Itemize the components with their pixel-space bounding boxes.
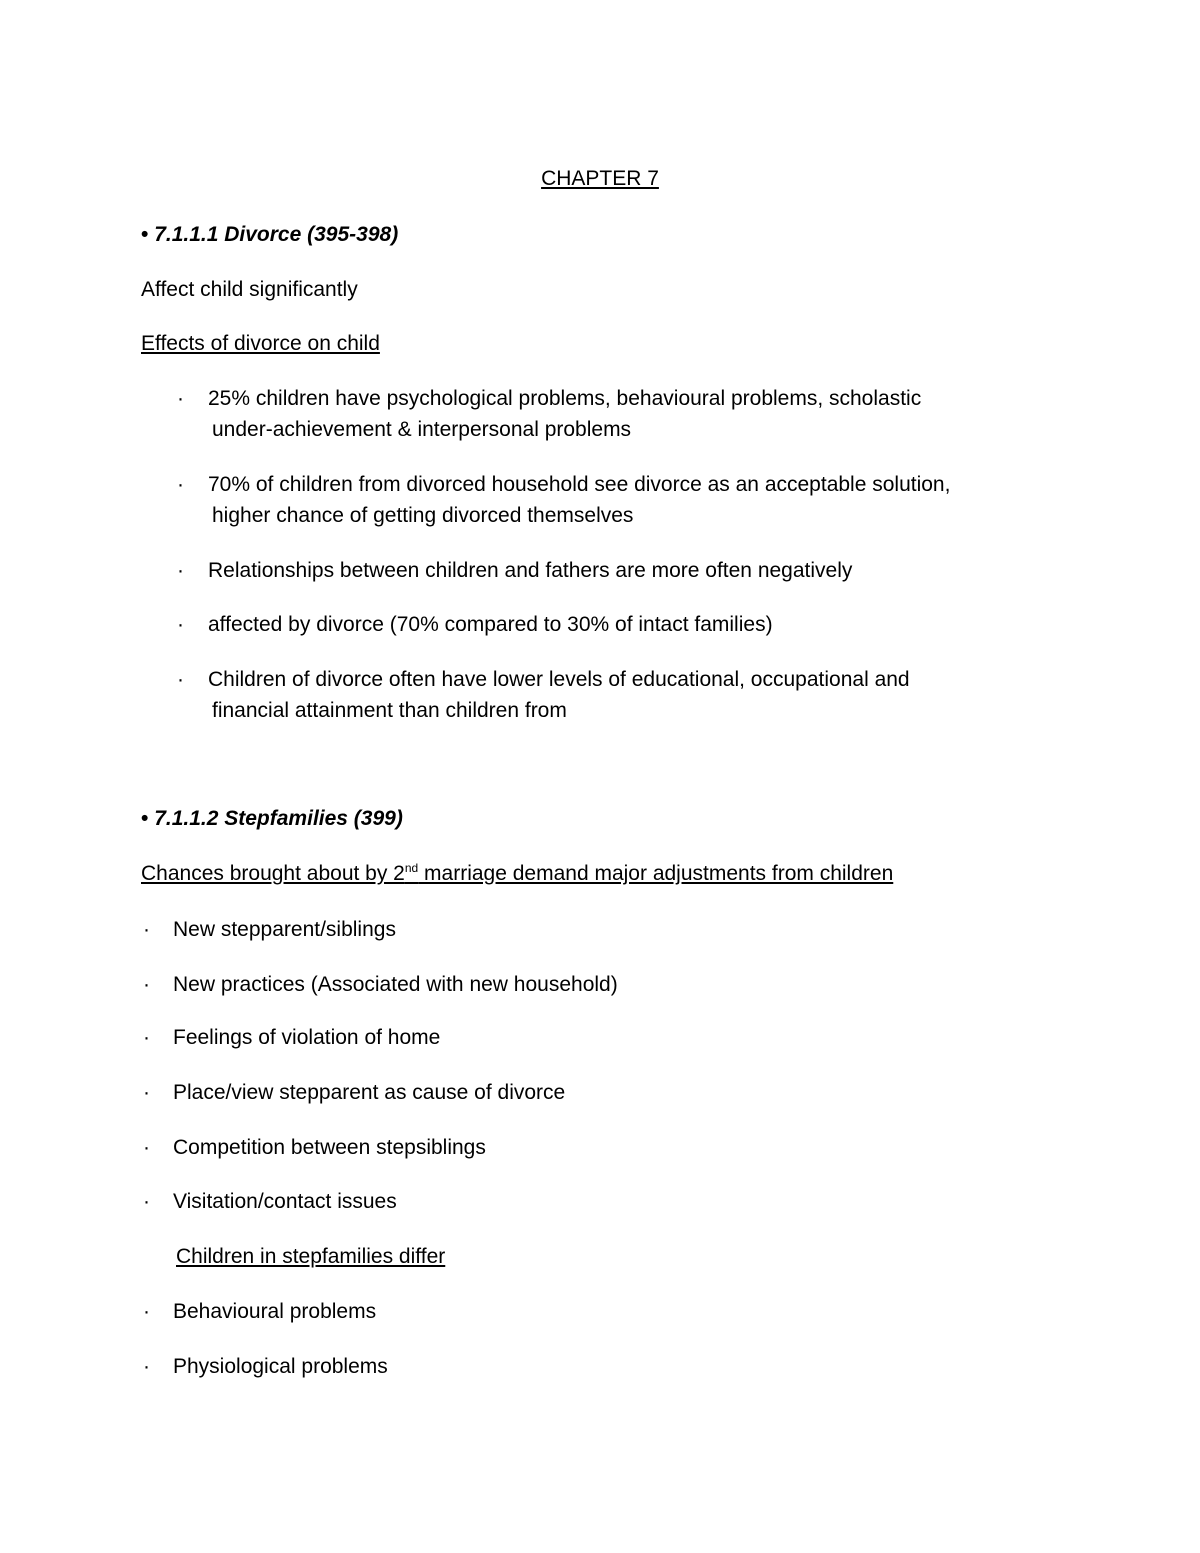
list-item: New practices (Associated with new household) [173,973,618,996]
divorce-subheading: Effects of divorce on child [141,332,380,355]
ordinal-superscript: nd [404,861,419,875]
list-bullet-icon: · [143,1355,150,1378]
list-bullet-icon: · [143,1300,150,1323]
list-item: Relationships between children and fathers are more often negatively [208,559,853,582]
list-bullet-icon: · [143,1190,150,1213]
list-item-continuation: financial attainment than children from [212,699,567,722]
list-bullet-icon: · [177,559,184,582]
list-item: Place/view stepparent as cause of divorce [173,1081,566,1104]
list-item: New stepparent/siblings [173,918,396,941]
stepfamilies-subheading [141,861,893,887]
list-bullet-icon: · [143,1081,150,1104]
list-bullet-icon: · [143,918,150,941]
list-item: 25% children have psychological problems, behavioural problems, scholastic [208,387,922,410]
section-heading-divorce [141,222,398,248]
list-item: Visitation/contact issues [173,1190,397,1213]
list-item: Physiological problems [173,1355,388,1378]
section-heading-stepfamilies-text: 7.1.1.2 Stepfamilies (399) [154,807,403,830]
list-item: Competition between stepsiblings [173,1136,486,1159]
section-heading-divorce-text: 7.1.1.1 Divorce (395-398) [154,223,399,246]
list-bullet-icon: · [143,1026,150,1049]
divorce-intro: Affect child significantly [141,278,358,301]
subheading-post: marriage demand major adjustments from children [418,862,894,885]
list-bullet-icon: · [143,973,150,996]
list-item-continuation: under-achievement & interpersonal problems [212,418,632,441]
list-item-continuation: higher chance of getting divorced themselves [212,504,634,527]
bullet-icon: • [141,807,149,830]
list-item: 70% of children from divorced household see divorce as an acceptable solution, [208,473,951,496]
bullet-icon: • [141,223,149,246]
chapter-title: CHAPTER 7 [541,167,659,190]
list-item: Children of divorce often have lower levels of educational, occupational and [208,668,910,691]
section-heading-stepfamilies [141,806,403,832]
list-bullet-icon: · [177,473,184,496]
stepfamilies-differ-heading: Children in stepfamilies differ [176,1245,446,1268]
list-bullet-icon: · [143,1136,150,1159]
list-item: Feelings of violation of home [173,1026,441,1049]
list-bullet-icon: · [177,613,184,636]
list-bullet-icon: · [177,387,184,410]
list-item: affected by divorce (70% compared to 30% of intact families) [208,613,773,636]
subheading-pre: Chances brought about by 2 [141,862,405,885]
list-bullet-icon: · [177,668,184,691]
list-item: Behavioural problems [173,1300,377,1323]
